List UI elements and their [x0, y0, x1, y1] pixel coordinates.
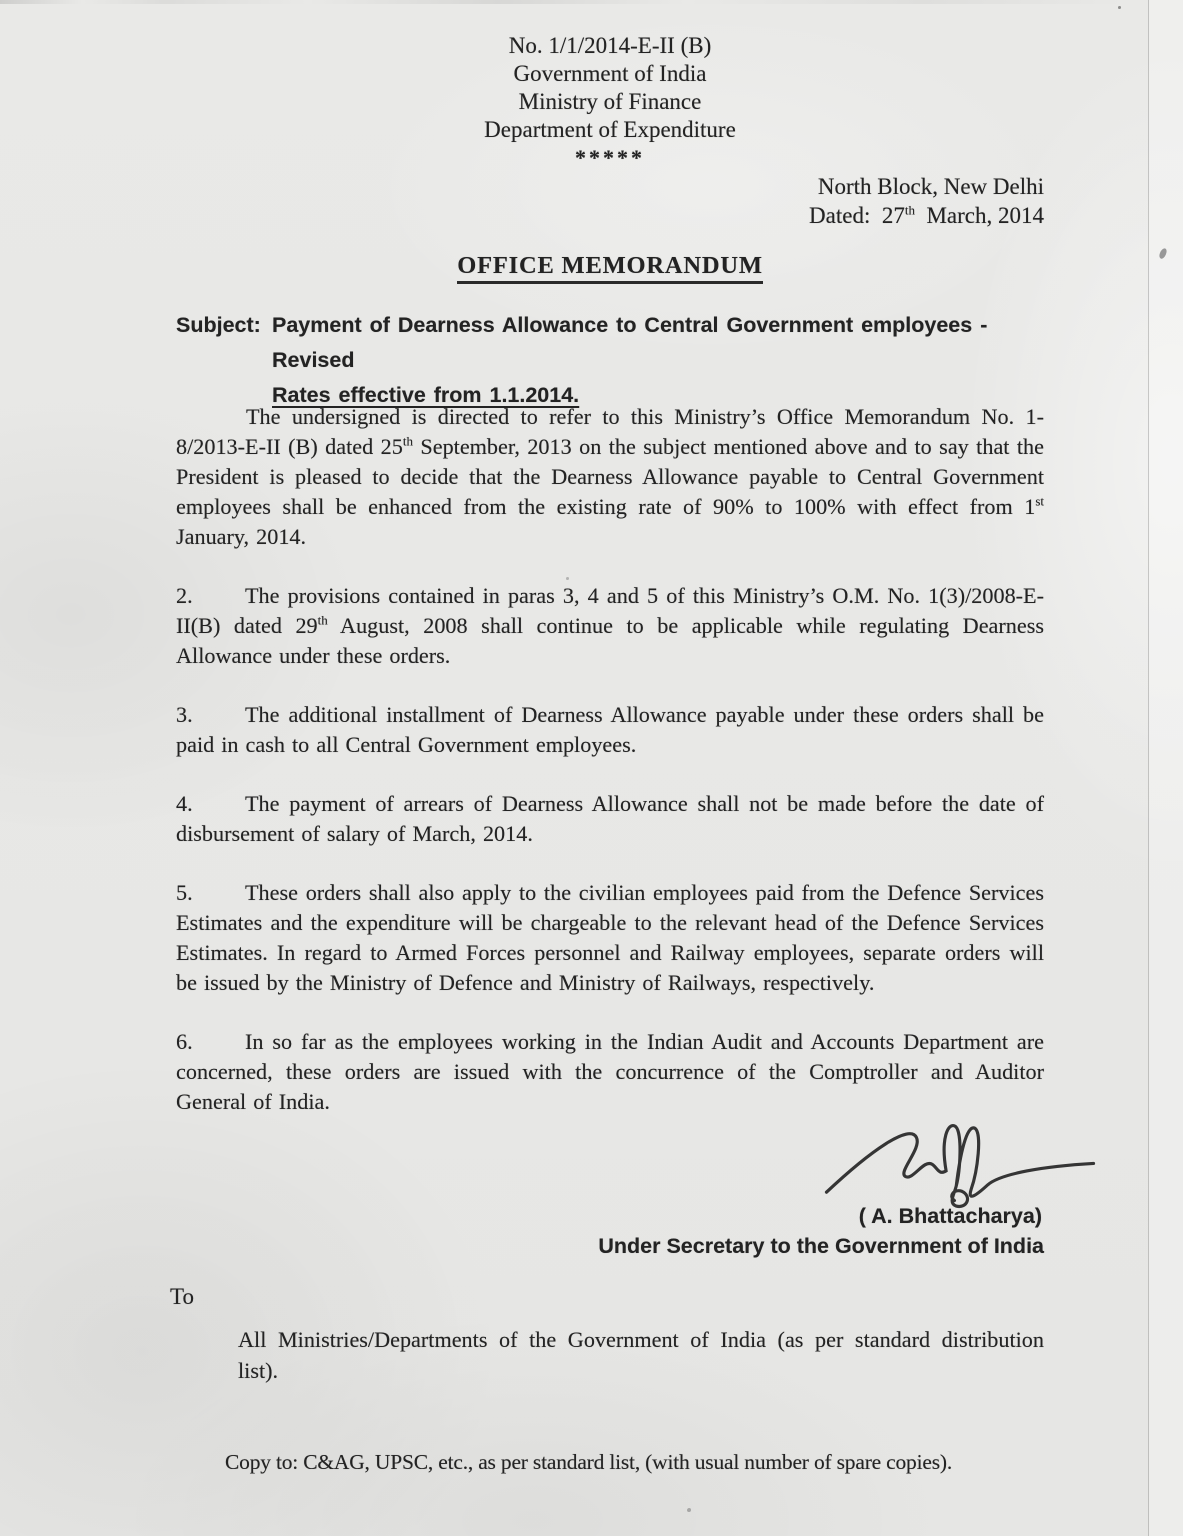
paragraph-number: 5.: [176, 880, 193, 905]
date-line: Dated: 27th March, 2014: [809, 202, 1044, 228]
paragraph-number: 3.: [176, 702, 193, 727]
signature-scribble: [815, 1118, 1105, 1220]
star-separator: *****: [575, 145, 645, 170]
body-paragraph: 3. The additional installment of Dearness Allowance payable under these orders shall be paid in cash to all Central Government employees.: [176, 702, 1044, 757]
paragraph-number: 4.: [176, 791, 193, 816]
place-line: North Block, New Delhi: [817, 174, 1044, 199]
subject-label: Subject:: [176, 313, 261, 337]
to-label: To: [170, 1284, 194, 1309]
signatory-designation: Under Secretary to the Government of India: [598, 1234, 1044, 1258]
subject-text-line2: Rates effective from 1.1.2014.: [272, 383, 580, 407]
scan-edge-strip: [1149, 0, 1183, 1536]
ref-number: No. 1/1/2014-E-II (B): [508, 33, 712, 58]
scan-fold-line: [1148, 0, 1149, 1536]
memo-title: OFFICE MEMORANDUM: [176, 252, 1044, 280]
subject-text-line1: Payment of Dearness Allowance to Central Government employees - Revised: [272, 313, 988, 372]
body-paragraphs: [176, 402, 1044, 1146]
signatory-name: ( A. Bhattacharya): [858, 1204, 1042, 1228]
body-paragraph: The undersigned is directed to refer to this Ministry’s Office Memorandum No. 1-8/2013-E-II (B) dated 25th September, 2013 on the subject mentioned above and to say that the President is pleased to decide that the Dearness Allowance payable to Central Government employees shall be enhanced from the existing rate of 90% to 100% with effect from 1st January, 2014.: [176, 404, 1044, 549]
scan-artifact: [1118, 6, 1121, 9]
letterhead: [176, 32, 1044, 172]
org-name: Government of India: [513, 61, 707, 86]
paragraph-number: 2.: [176, 583, 193, 608]
department-name: Department of Expenditure: [484, 117, 736, 142]
body-paragraph: 6. In so far as the employees working in the Indian Audit and Accounts Department are concerned, these orders are issued with the concurrence of the Comptroller and Auditor General of India.: [176, 1029, 1044, 1114]
body-paragraph: 2. The provisions contained in paras 3, 4 and 5 of this Ministry’s O.M. No. 1(3)/2008-E-II(B) dated 29th August, 2008 shall continue to be applicable while regulating Dearness Allowance under these orders.: [176, 583, 1044, 668]
body-paragraph: 4. The payment of arrears of Dearness Allowance shall not be made before the date of disbursement of salary of March, 2014.: [176, 791, 1044, 846]
copy-to-line: Copy to: C&AG, UPSC, etc., as per standard list, (with usual number of spare copies).: [225, 1450, 953, 1474]
to-recipient: All Ministries/Departments of the Government of India (as per standard distribution list).: [238, 1327, 1044, 1383]
body-paragraph: 5. These orders shall also apply to the civilian employees paid from the Defence Services Estimates and the expenditure will be chargeable to the relevant head of the Defence Services Estimates. In regard to Armed Forces personnel and Railway employees, separate orders will be issued by the Ministry of Defence and Ministry of Railways, respectively.: [176, 880, 1044, 995]
document-content: [170, 0, 1044, 1536]
dateline-block: [809, 172, 1044, 230]
paragraph-number: 6.: [176, 1029, 193, 1054]
subject-block: [176, 308, 1044, 413]
ministry-name: Ministry of Finance: [518, 89, 702, 114]
